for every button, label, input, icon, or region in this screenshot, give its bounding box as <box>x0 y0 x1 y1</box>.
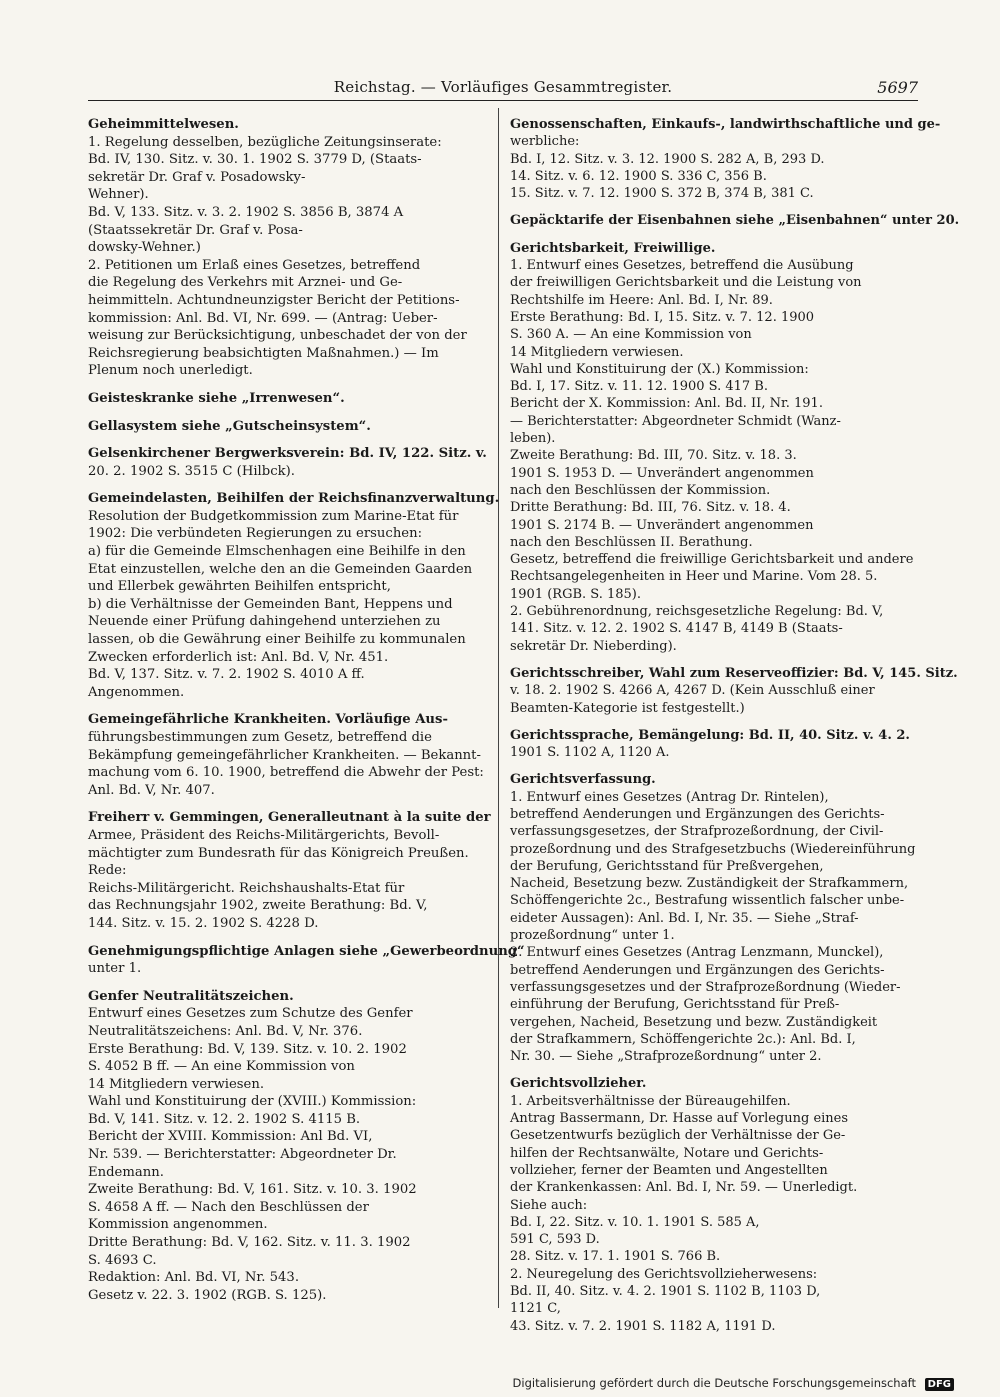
entry-line: Gesetzentwurfs bezüglich der Verhältnisse der Ge- <box>510 1128 846 1144</box>
entry-line: das Rechnungsjahr 1902, zweite Berathung: Bd. V, <box>88 898 428 914</box>
entry-heading: Genfer Neutralitätszeichen. <box>88 988 294 1004</box>
entry-line: Wehner). <box>88 187 149 203</box>
index-entry <box>510 1075 915 1334</box>
right-column <box>510 116 960 1345</box>
entry-line: S. 360 A. — An eine Kommission von <box>510 327 752 343</box>
entry-line: Reichs-Militärgericht. Reichshaushalts-Etat für <box>88 880 405 896</box>
entry-line: (Staatssekretär Dr. Graf v. Posa- <box>88 222 303 238</box>
index-entry <box>88 943 525 978</box>
index-entry <box>510 727 915 762</box>
entry-line: Gesetz v. 22. 3. 1902 (RGB. S. 125). <box>88 1287 327 1303</box>
entry-line: der Strafkammern, Schöffengerichte 2c.): Anl. Bd. I, <box>510 1031 856 1047</box>
entry-line: Resolution der Budgetkommission zum Marine-Etat für <box>88 508 459 524</box>
entry-line: Endemann. <box>88 1164 164 1180</box>
entry-line: S. 4052 B ff. — An eine Kommission von <box>88 1059 355 1075</box>
entry-heading: Gerichtssprache, Bemängelung: Bd. II, 40. Sitz. v. 4. 2. <box>510 727 910 743</box>
footer-text: Digitalisierung gefördert durch die Deutsche Forschungsgemeinschaft <box>512 1376 916 1390</box>
entry-line: Redaktion: Anl. Bd. VI, Nr. 543. <box>88 1270 300 1286</box>
entry-line: Antrag Bassermann, Dr. Hasse auf Vorlegung eines <box>510 1111 849 1127</box>
running-title: Reichstag. — Vorläufiges Gesammtregister. <box>333 78 673 96</box>
entry-line: 43. Sitz. v. 7. 2. 1901 S. 1182 A, 1191 D. <box>510 1318 776 1334</box>
entry-line: werbliche: <box>510 134 580 150</box>
entry-line: v. 18. 2. 1902 S. 4266 A, 4267 D. (Kein Ausschluß einer <box>510 683 875 699</box>
entry-line: Wahl und Konstituirung der (XVIII.) Kommission: <box>88 1094 417 1110</box>
entry-line: betreffend Aenderungen und Ergänzungen des Gerichts- <box>510 962 885 978</box>
entry-line: Schöffengerichte 2c., Bestrafung wissentlich falscher unbe- <box>510 893 905 909</box>
entry-line: Bd. V, 137. Sitz. v. 7. 2. 1902 S. 4010 A ff. <box>88 667 365 683</box>
entry-line: einführung der Berufung, Gerichtsstand für Preß- <box>510 997 840 1013</box>
entry-line: vergehen, Nacheid, Besetzung und bezw. Zuständigkeit <box>510 1014 878 1030</box>
entry-line: Kommission angenommen. <box>88 1217 268 1233</box>
entry-heading: Gerichtsschreiber, Wahl zum Reserveoffizier: Bd. V, 145. Sitz. <box>510 665 958 681</box>
index-entry <box>510 116 941 202</box>
entry-line: der Krankenkassen: Anl. Bd. I, Nr. 59. — Unerledigt. <box>510 1180 858 1196</box>
entry-line: verfassungsgesetzes, der Strafprozeßordnung, der Civil- <box>510 824 884 840</box>
entry-line: 14 Mitgliedern verwiesen. <box>510 344 684 360</box>
entry-heading: Gelsenkirchener Bergwerksverein: Bd. IV, 122. Sitz. v. <box>88 446 487 462</box>
entry-line: Armee, Präsident des Reichs-Militärgerichts, Bevoll- <box>88 827 440 843</box>
index-entry <box>510 240 915 655</box>
entry-line: a) für die Gemeinde Elmschenhagen eine Beihilfe in den <box>88 544 466 560</box>
entry-line: 1. Entwurf eines Gesetzes (Antrag Dr. Rintelen), <box>510 789 829 805</box>
entry-line: Zwecken erforderlich ist: Anl. Bd. V, Nr. 451. <box>88 649 389 665</box>
entry-line: 1121 C, <box>510 1301 561 1317</box>
entry-heading: Gemeindelasten, Beihilfen der Reichsfinanzverwaltung. <box>88 491 500 507</box>
entry-line: vollzieher, ferner der Beamten und Angestellten <box>510 1162 828 1178</box>
index-entry <box>88 445 488 480</box>
index-entry <box>510 212 960 229</box>
entry-line: Siehe auch: <box>510 1197 588 1213</box>
entry-line: 1901 (RGB. S. 185). <box>510 586 642 602</box>
entry-line: Dritte Berathung: Bd. V, 162. Sitz. v. 11. 3. 1902 <box>88 1235 411 1251</box>
index-entry <box>88 711 488 799</box>
entry-line: machung vom 6. 10. 1900, betreffend die Abwehr der Pest: <box>88 765 484 781</box>
entry-line: Angenommen. <box>88 684 185 700</box>
entry-line: unter 1. <box>88 961 142 977</box>
entry-line: Bd. IV, 130. Sitz. v. 30. 1. 1902 S. 3779 D, (Staats- <box>88 152 422 168</box>
entry-line: Bericht der XVIII. Kommission: Anl Bd. VI, <box>88 1129 373 1145</box>
entry-line: Bericht der X. Kommission: Anl. Bd. II, Nr. 191. <box>510 396 823 412</box>
entry-line: Rechtsangelegenheiten in Heer und Marine. Vom 28. 5. <box>510 569 878 585</box>
entry-line: prozeßordnung und des Strafgesetzbuchs (Wiedereinführung <box>510 841 916 857</box>
entry-line: — Berichterstatter: Abgeordneter Schmidt (Wanz- <box>510 413 841 429</box>
footer <box>513 1376 954 1391</box>
entry-line: Entwurf eines Gesetzes zum Schutze des Genfer <box>88 1006 413 1022</box>
entry-line: 2. Entwurf eines Gesetzes (Antrag Lenzmann, Munckel), <box>510 945 884 961</box>
entry-line: mächtigter zum Bundesrath für das Königreich Preußen. <box>88 845 469 861</box>
index-entry <box>88 116 488 380</box>
entry-line: S. 4693 C. <box>88 1252 157 1268</box>
column-divider <box>498 108 499 1308</box>
page-header <box>88 78 918 101</box>
entry-heading: Gepäcktarife der Eisenbahnen siehe „Eisenbahnen“ unter 20. <box>510 213 960 229</box>
entry-line: 1. Entwurf eines Gesetzes, betreffend die Ausübung <box>510 258 854 274</box>
entry-line: Bekämpfung gemeingefährlicher Krankheiten. — Bekannt- <box>88 747 481 763</box>
entry-line: verfassungsgesetzes und der Strafprozeßordnung (Wieder- <box>510 979 901 995</box>
entry-line: 2. Gebührenordnung, reichsgesetzliche Regelung: Bd. V, <box>510 604 884 620</box>
entry-heading: Gerichtsverfassung. <box>510 772 656 788</box>
entry-line: eideter Aussagen): Anl. Bd. I, Nr. 35. — Siehe „Straf- <box>510 910 859 926</box>
entry-line: prozeßordnung“ unter 1. <box>510 928 675 944</box>
index-entry <box>510 771 915 1065</box>
entry-line: Bd. II, 40. Sitz. v. 4. 2. 1901 S. 1102 B, 1103 D, <box>510 1284 821 1299</box>
entry-line: und Ellerbek gewährten Beihilfen entspricht, <box>88 579 391 595</box>
entry-line: 1. Arbeitsverhältnisse der Büreaugehilfen. <box>510 1093 791 1109</box>
entry-line: 1. Regelung desselben, bezügliche Zeitungsinserate: <box>88 134 442 150</box>
entry-heading: Geheimmittelwesen. <box>88 117 239 132</box>
page-number: 5697 <box>877 78 918 97</box>
entry-line: b) die Verhältnisse der Gemeinden Bant, Heppens und <box>88 596 453 612</box>
entry-line: Nr. 30. — Siehe „Strafprozeßordnung“ unter 2. <box>510 1049 822 1065</box>
entry-line: Gesetz, betreffend die freiwillige Gerichtsbarkeit und andere <box>510 552 914 568</box>
entry-line: Nr. 539. — Berichterstatter: Abgeordneter Dr. <box>88 1147 397 1163</box>
entry-line: Reichsregierung beabsichtigten Maßnahmen.) — Im <box>88 345 439 361</box>
entry-line: Erste Berathung: Bd. V, 139. Sitz. v. 10. 2. 1902 <box>88 1041 407 1057</box>
entry-line: die Regelung des Verkehrs mit Arznei- und Ge- <box>88 275 403 291</box>
entry-line: Zweite Berathung: Bd. III, 70. Sitz. v. 18. 3. <box>510 448 797 464</box>
entry-heading: Gellasystem siehe „Gutscheinsystem“. <box>88 418 371 434</box>
left-column <box>88 116 525 1314</box>
entry-line: Wahl und Konstituirung der (X.) Kommission: <box>510 361 809 377</box>
entry-line: nach den Beschlüssen der Kommission. <box>510 482 771 498</box>
entry-line: 20. 2. 1902 S. 3515 C (Hilbck). <box>88 463 295 479</box>
entry-line: leben). <box>510 431 556 447</box>
entry-line: 591 C, 593 D. <box>510 1232 600 1248</box>
entry-line: Neuende einer Prüfung dahingehend unterziehen zu <box>88 614 441 630</box>
entry-line: Zweite Berathung: Bd. V, 161. Sitz. v. 10. 3. 1902 <box>88 1182 417 1198</box>
entry-line: 1901 S. 2174 B. — Unverändert angenommen <box>510 517 814 533</box>
entry-line: Anl. Bd. V, Nr. 407. <box>88 782 215 798</box>
entry-line: weisung zur Berücksichtigung, unbeschadet der von der <box>88 328 467 344</box>
entry-line: Bd. I, 17. Sitz. v. 11. 12. 1900 S. 417 B. <box>510 379 768 395</box>
entry-line: Bd. I, 12. Sitz. v. 3. 12. 1900 S. 282 A, B, 293 D. <box>510 151 825 167</box>
entry-line: hilfen der Rechtsanwälte, Notare und Gerichts- <box>510 1145 824 1161</box>
entry-line: 1901 S. 1953 D. — Unverändert angenommen <box>510 465 814 481</box>
entry-line: führungsbestimmungen zum Gesetz, betreffend die <box>88 730 432 745</box>
entry-line: sekretär Dr. Nieberding). <box>510 638 677 654</box>
entry-line: Neutralitätszeichens: Anl. Bd. V, Nr. 376. <box>88 1023 363 1039</box>
dfg-logo: DFG <box>925 1378 954 1391</box>
entry-line: der Berufung, Gerichtsstand für Preßvergehen, <box>510 858 824 874</box>
entry-heading: Geisteskranke siehe „Irrenwesen“. <box>88 390 345 406</box>
index-entry <box>510 665 958 717</box>
entry-line: 14 Mitgliedern verwiesen. <box>88 1076 265 1092</box>
entry-line: dowsky-Wehner.) <box>88 240 201 256</box>
entry-line: 15. Sitz. v. 7. 12. 1900 S. 372 B, 374 B, 381 C. <box>510 186 814 202</box>
entry-line: S. 4658 A ff. — Nach den Beschlüssen der <box>88 1199 369 1215</box>
entry-line: der freiwilligen Gerichtsbarkeit und die Leistung von <box>510 275 862 291</box>
entry-line: 141. Sitz. v. 12. 2. 1902 S. 4147 B, 4149 B (Staats- <box>510 621 843 637</box>
entry-line: Beamten-Kategorie ist festgestellt.) <box>510 700 745 716</box>
entry-line: Bd. V, 133. Sitz. v. 3. 2. 1902 S. 3856 B, 3874 A <box>88 204 404 220</box>
entry-line: sekretär Dr. Graf v. Posadowsky- <box>88 169 306 185</box>
entry-heading: Freiherr v. Gemmingen, Generalleutnant à la suite der <box>88 810 491 826</box>
entry-heading: Gerichtsbarkeit, Freiwillige. <box>510 240 716 256</box>
index-entry <box>88 390 488 408</box>
entry-line: kommission: Anl. Bd. VI, Nr. 699. — (Antrag: Ueber- <box>88 310 438 326</box>
entry-line: 144. Sitz. v. 15. 2. 1902 S. 4228 D. <box>88 915 319 931</box>
index-entry <box>88 418 488 436</box>
entry-line: betreffend Aenderungen und Ergänzungen des Gerichts- <box>510 806 885 822</box>
entry-line: 1901 S. 1102 A, 1120 A. <box>510 745 670 761</box>
entry-line: 1902: Die verbündeten Regierungen zu ersuchen: <box>88 526 423 542</box>
entry-heading: Genehmigungspflichtige Anlagen siehe „Gewerbeordnung“ <box>88 943 525 959</box>
entry-line: heimmitteln. Achtundneunzigster Bericht der Petitions- <box>88 292 460 308</box>
index-entry <box>88 988 488 1305</box>
entry-line: Plenum noch unerledigt. <box>88 363 253 379</box>
entry-line: 14. Sitz. v. 6. 12. 1900 S. 336 C, 356 B. <box>510 168 767 184</box>
entry-line: nach den Beschlüssen II. Berathung. <box>510 534 753 550</box>
entry-line: Rede: <box>88 863 127 879</box>
index-entry <box>88 490 500 701</box>
entry-heading: Gemeingefährliche Krankheiten. Vorläufige Aus- <box>88 712 448 728</box>
entry-heading: Genossenschaften, Einkaufs-, landwirthschaftliche und ge- <box>510 117 941 132</box>
entry-line: Rechtshilfe im Heere: Anl. Bd. I, Nr. 89. <box>510 292 773 308</box>
entry-line: Dritte Berathung: Bd. III, 76. Sitz. v. 18. 4. <box>510 500 791 516</box>
entry-line: Bd. I, 22. Sitz. v. 10. 1. 1901 S. 585 A, <box>510 1214 760 1230</box>
entry-line: 28. Sitz. v. 17. 1. 1901 S. 766 B. <box>510 1249 721 1265</box>
entry-line: 2. Neuregelung des Gerichtsvollzieherwesens: <box>510 1266 818 1282</box>
entry-line: 2. Petitionen um Erlaß eines Gesetzes, betreffend <box>88 257 421 273</box>
entry-line: Erste Berathung: Bd. I, 15. Sitz. v. 7. 12. 1900 <box>510 309 815 325</box>
entry-line: Bd. V, 141. Sitz. v. 12. 2. 1902 S. 4115 B. <box>88 1111 361 1127</box>
entry-line: Nacheid, Besetzung bezw. Zuständigkeit der Strafkammern, <box>510 876 909 892</box>
entry-line: lassen, ob die Gewährung einer Beihilfe zu kommunalen <box>88 632 466 648</box>
entry-line: Etat einzustellen, welche den an die Gemeinden Gaarden <box>88 561 473 577</box>
index-entry <box>88 809 491 932</box>
entry-heading: Gerichtsvollzieher. <box>510 1076 647 1092</box>
